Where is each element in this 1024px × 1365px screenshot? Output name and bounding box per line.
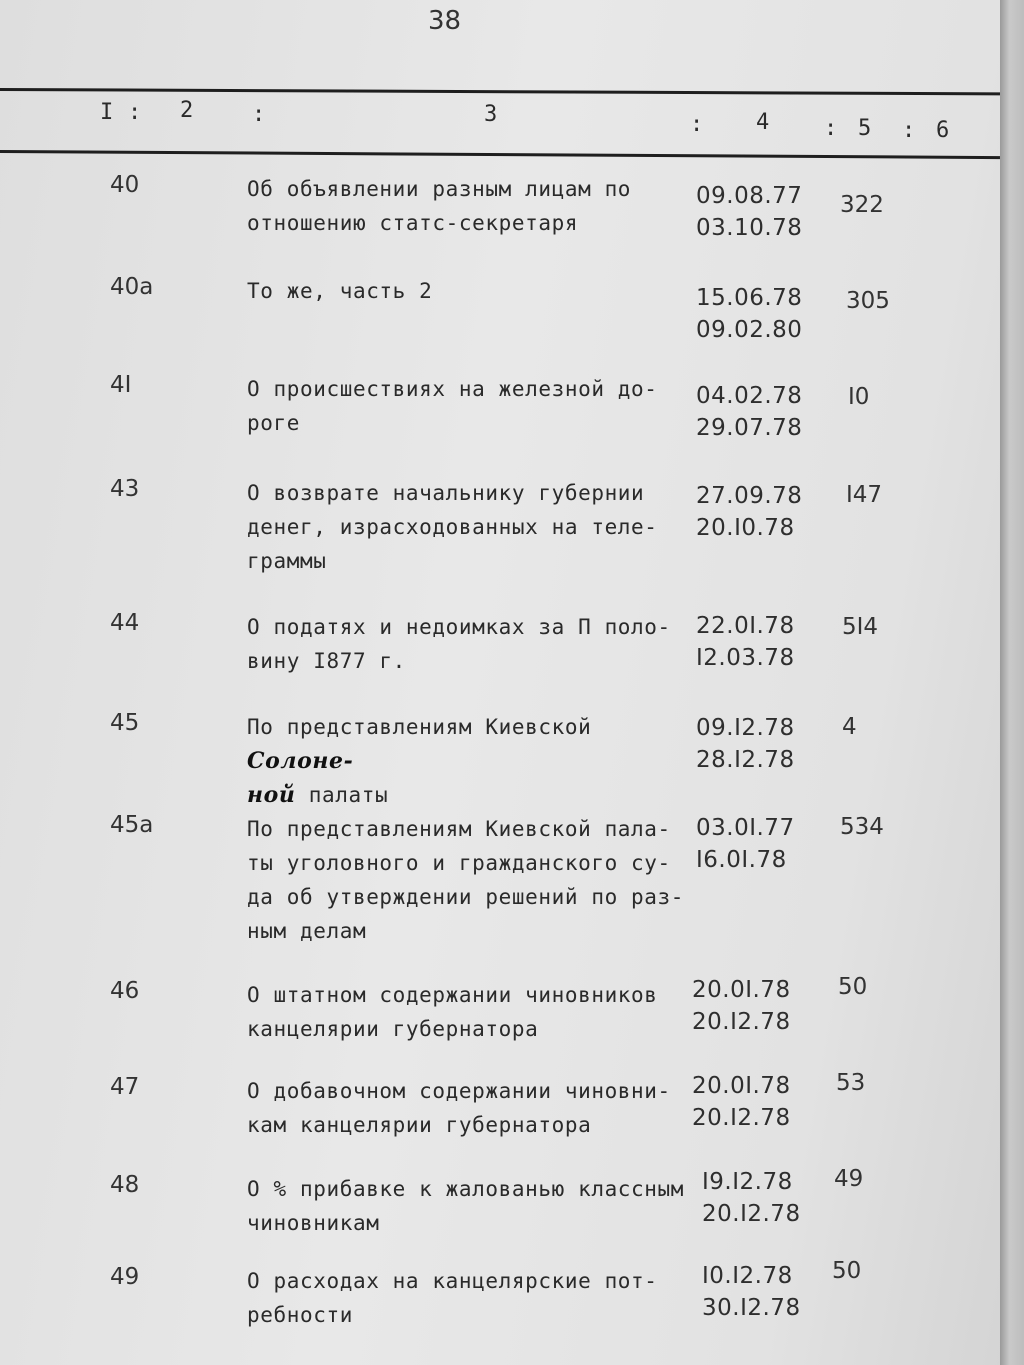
header-col6: 6 <box>936 118 950 143</box>
file-title-line: По представлениям Киевской пала- <box>247 817 671 841</box>
date-start: 15.06.78 <box>696 285 803 311</box>
date-end: 20.I2.78 <box>692 1009 791 1035</box>
typed-text: По представлениям Киевской <box>247 715 592 739</box>
header-col1: I <box>100 100 114 125</box>
file-title-line: денег, израсходованных на теле- <box>247 515 658 539</box>
file-title-line: О податях и недоимках за П поло- <box>247 615 671 639</box>
file-title <box>247 610 692 678</box>
file-dates <box>702 1260 822 1324</box>
file-title <box>247 1172 707 1240</box>
file-number: 48 <box>110 1172 140 1198</box>
sheet-count: 4 <box>842 714 857 740</box>
date-end: 20.I2.78 <box>692 1105 791 1131</box>
file-title-line: ребности <box>247 1303 353 1327</box>
file-title-line <box>247 710 692 778</box>
file-title-line: отношению статс-секретаря <box>247 211 579 235</box>
typed-text: палаты <box>295 783 389 807</box>
file-title-line: граммы <box>247 549 327 573</box>
date-end: 09.02.80 <box>696 317 803 343</box>
file-title <box>247 274 692 308</box>
header-top-rule <box>0 88 1000 95</box>
date-start: 20.0I.78 <box>692 977 791 1003</box>
file-dates <box>696 610 816 674</box>
file-number: 45 <box>110 710 140 736</box>
file-dates <box>692 1070 812 1134</box>
file-number: 46 <box>110 978 140 1004</box>
file-dates <box>696 480 816 544</box>
header-sep: : <box>128 100 142 125</box>
file-title-line: О добавочном содержании чиновни- <box>247 1079 671 1103</box>
date-start: I9.I2.78 <box>702 1169 793 1195</box>
file-dates <box>702 1166 822 1230</box>
file-title-line: ты уголовного и гражданского су- <box>247 851 671 875</box>
file-title-line: О расходах на канцелярские пот- <box>247 1269 658 1293</box>
sheet-count: 5I4 <box>842 614 879 640</box>
file-number: 45а <box>110 812 154 838</box>
file-number: 47 <box>110 1074 140 1100</box>
date-end: 20.I0.78 <box>696 515 795 541</box>
file-number: 43 <box>110 476 140 502</box>
header-col4: 4 <box>756 110 770 135</box>
file-dates <box>696 180 816 244</box>
file-title-line: чиновникам <box>247 1211 380 1235</box>
file-title-line: То же, часть 2 <box>247 279 433 303</box>
date-start: 03.0I.77 <box>696 815 795 841</box>
file-title-line: роге <box>247 411 300 435</box>
file-number: 40а <box>110 274 154 300</box>
sheet-count: 50 <box>838 974 868 1000</box>
file-title-line: кам канцелярии губернатора <box>247 1113 592 1137</box>
file-title <box>247 812 692 948</box>
sheet-count: 49 <box>834 1166 864 1192</box>
file-title-line: О возврате начальнику губернии <box>247 481 645 505</box>
date-end: 28.I2.78 <box>696 747 795 773</box>
date-end: 20.I2.78 <box>702 1201 801 1227</box>
date-start: 09.08.77 <box>696 183 803 209</box>
handwritten-correction: ной <box>247 782 296 808</box>
header-col3: 3 <box>484 102 498 127</box>
file-title-line: вину I877 г. <box>247 649 406 673</box>
sheet-count: 305 <box>846 288 890 314</box>
sheet-count: 50 <box>832 1258 862 1284</box>
file-dates <box>696 282 816 346</box>
file-title-line: ным делам <box>247 919 367 943</box>
file-title-line: канцелярии губернатора <box>247 1017 539 1041</box>
header-sep: : <box>690 112 704 137</box>
file-title-line <box>247 778 692 812</box>
date-start: 22.0I.78 <box>696 613 795 639</box>
date-start: 27.09.78 <box>696 483 803 509</box>
file-title-line: О штатном содержании чиновников <box>247 983 658 1007</box>
date-start: I0.I2.78 <box>702 1263 793 1289</box>
file-title <box>247 372 692 440</box>
file-number: 44 <box>110 610 140 636</box>
page-edge <box>1000 0 1024 1365</box>
file-title <box>247 710 692 812</box>
file-dates <box>696 712 816 776</box>
file-title-line: О происшествиях на железной до- <box>247 377 658 401</box>
file-title <box>247 978 692 1046</box>
file-dates <box>696 380 816 444</box>
sheet-count: I0 <box>848 384 870 410</box>
file-title <box>247 476 692 578</box>
handwritten-correction: Солоне- <box>247 748 354 774</box>
page-number: 38 <box>428 6 462 36</box>
sheet-count: 322 <box>840 192 884 218</box>
date-start: 20.0I.78 <box>692 1073 791 1099</box>
file-title <box>247 1264 692 1332</box>
file-number: 40 <box>110 172 140 198</box>
file-title <box>247 1074 692 1142</box>
sheet-count: I47 <box>846 482 883 508</box>
header-sep: : <box>252 102 266 127</box>
header-sep: : <box>902 118 916 143</box>
header-sep: : <box>824 116 838 141</box>
sheet-count: 53 <box>836 1070 866 1096</box>
file-dates <box>692 974 812 1038</box>
file-number: 4I <box>110 372 132 398</box>
date-end: I6.0I.78 <box>696 847 787 873</box>
file-number: 49 <box>110 1264 140 1290</box>
date-end: 30.I2.78 <box>702 1295 801 1321</box>
file-title-line: да об утверждении решений по раз- <box>247 885 685 909</box>
file-title <box>247 172 692 240</box>
date-start: 04.02.78 <box>696 383 803 409</box>
file-title-line: О % прибавке к жалованью классным <box>247 1177 685 1201</box>
sheet-count: 534 <box>840 814 884 840</box>
header-bottom-rule <box>0 150 1000 159</box>
file-dates <box>696 812 816 876</box>
header-col2: 2 <box>180 98 194 123</box>
header-col5: 5 <box>858 116 872 141</box>
date-end: I2.03.78 <box>696 645 795 671</box>
date-end: 03.10.78 <box>696 215 803 241</box>
date-end: 29.07.78 <box>696 415 803 441</box>
file-title-line: Об объявлении разным лицам по <box>247 177 632 201</box>
date-start: 09.I2.78 <box>696 715 795 741</box>
